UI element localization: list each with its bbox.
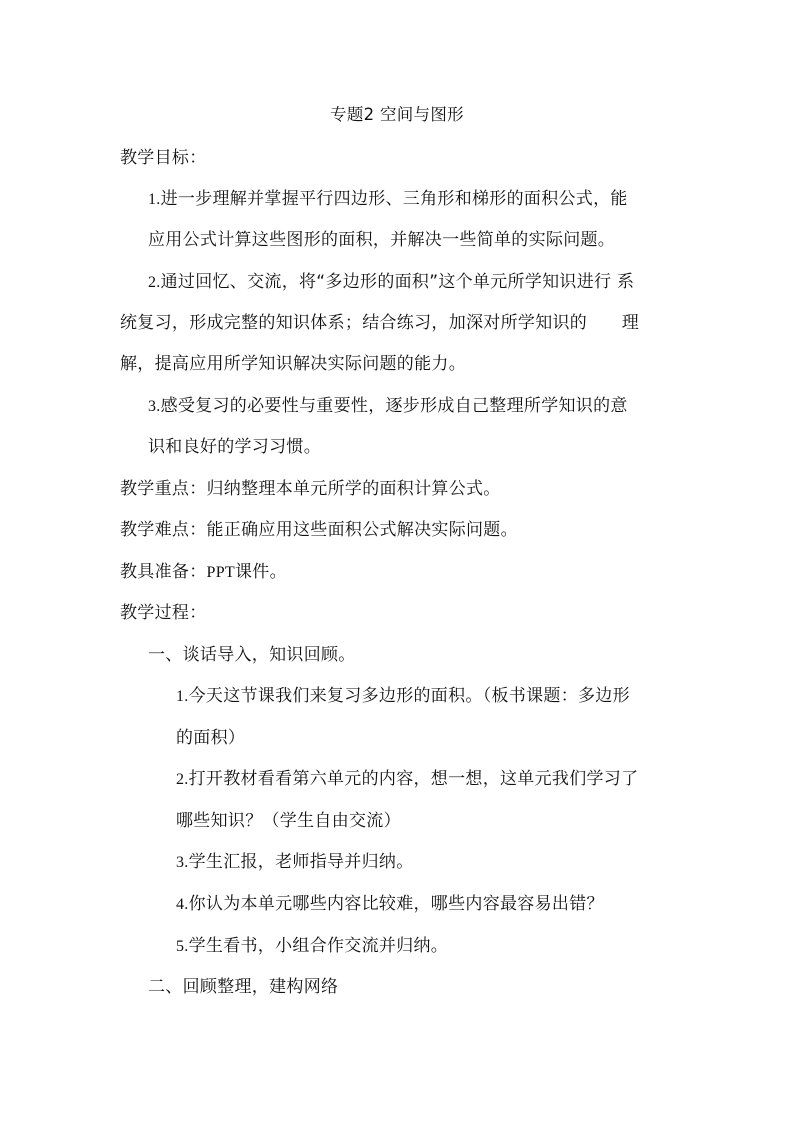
section-1-item-4-number: 4. xyxy=(176,896,189,913)
process-heading: 教学过程： xyxy=(120,603,207,623)
objective-3-line-2: 识和良好的学习习惯。 xyxy=(148,437,321,457)
section-1-item-4 xyxy=(176,893,604,916)
objective-1-text-1: 进一步理解并掌握平行四边形、三角形和梯形的面积公式，能 xyxy=(160,189,628,209)
section-1-item-3-number: 3. xyxy=(176,854,189,871)
materials-value: PPT xyxy=(206,564,235,581)
objective-2-text-1: 通过回忆、交流，将“多边形的面积”这个单元所学知识进行 系 xyxy=(160,272,635,292)
objective-2-line-2: 统复习，形成完整的知识体系；结合练习，加深对所学知识的 理 xyxy=(120,313,639,333)
section-1-item-1-line-2: 的面积） xyxy=(176,728,246,748)
section-1-item-5 xyxy=(176,935,448,958)
objective-1-line-1 xyxy=(148,188,628,211)
objective-3-line-1 xyxy=(148,395,628,418)
objective-1-line-2: 应用公式计算这些图形的面积，并解决一些简单的实际问题。 xyxy=(148,230,616,250)
section-1-item-2-line-1 xyxy=(176,768,638,791)
objectives-heading: 教学目标： xyxy=(120,148,207,168)
materials-suffix: 课件。 xyxy=(234,562,287,582)
section-1-item-2-text-1: 打开教材看看第六单元的内容，想一想，这单元我们学习了 xyxy=(188,769,639,789)
section-1-item-5-text: 学生看书，小组合作交流并归纳。 xyxy=(188,936,449,956)
objective-2-line-1 xyxy=(148,271,634,294)
section-1-item-2-number: 2. xyxy=(176,771,189,788)
page-title: 专题2 空间与图形 xyxy=(330,105,464,124)
objective-3-text-1: 感受复习的必要性与重要性，逐步形成自己整理所学知识的意 xyxy=(160,396,628,416)
section-1-heading: 一、谈话导入，知识回顾。 xyxy=(148,645,356,665)
objective-3-number: 3. xyxy=(148,398,161,415)
section-1-item-1-line-1 xyxy=(176,685,630,708)
key-point: 教学重点：归纳整理本单元所学的面积计算公式。 xyxy=(120,479,501,499)
section-2-heading: 二、回顾整理，建构网络 xyxy=(148,977,339,997)
objective-2-line-3: 解，提高应用所学知识解决实际问题的能力。 xyxy=(120,354,466,374)
section-1-item-3 xyxy=(176,851,414,874)
materials-label: 教具准备： xyxy=(120,562,207,582)
objective-2-number: 2. xyxy=(148,274,161,291)
section-1-item-4-text: 你认为本单元哪些内容比较难，哪些内容最容易出错？ xyxy=(188,894,604,914)
objective-1-number: 1. xyxy=(148,191,161,208)
difficulty: 教学难点：能正确应用这些面积公式解决实际问题。 xyxy=(120,520,518,540)
section-1-item-2-line-2: 哪些知识？（学生自由交流） xyxy=(176,811,401,831)
materials xyxy=(120,561,287,584)
section-1-item-1-text-1: 今天这节课我们来复习多边形的面积。（板书课题：多边形 xyxy=(188,686,630,706)
section-1-item-3-text: 学生汇报，老师指导并归纳。 xyxy=(188,852,414,872)
section-1-item-1-number: 1. xyxy=(176,688,189,705)
section-1-item-5-number: 5. xyxy=(176,938,189,955)
